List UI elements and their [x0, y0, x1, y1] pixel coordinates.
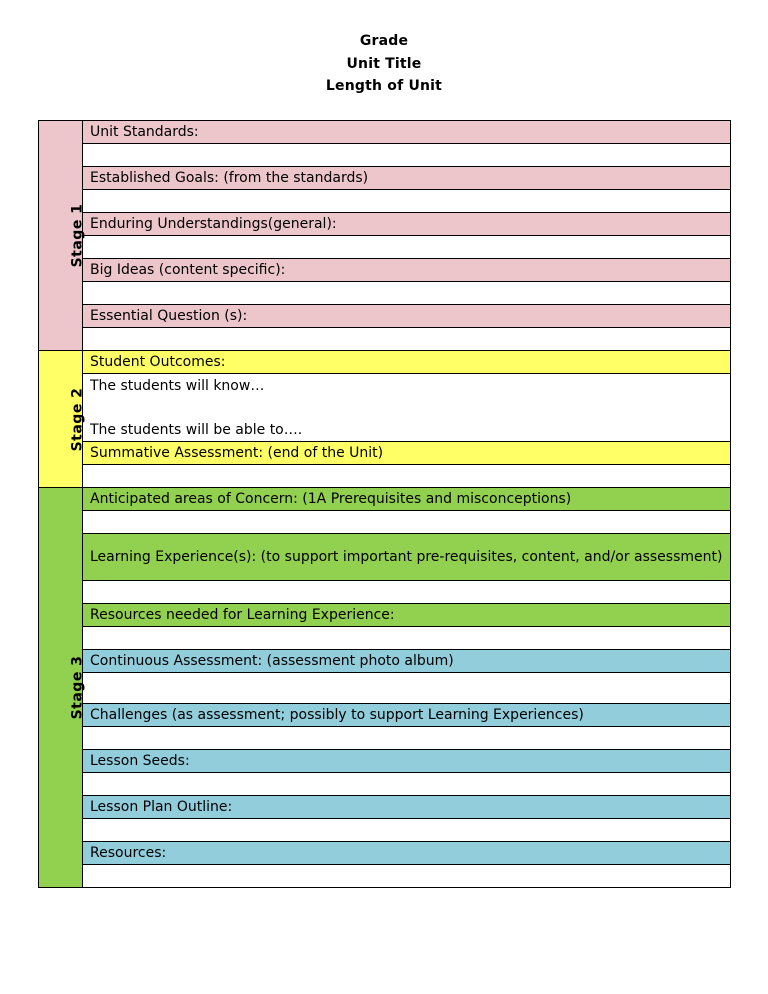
table-row — [39, 865, 731, 888]
table-row — [39, 121, 731, 144]
summative-assessment-entry[interactable] — [83, 465, 731, 488]
table-row — [39, 727, 731, 750]
lesson-plan-outline-entry[interactable] — [83, 819, 731, 842]
student-outcomes-label: Student Outcomes: — [83, 351, 731, 374]
lesson-seeds-entry[interactable] — [83, 773, 731, 796]
table-row — [39, 534, 731, 581]
table-row — [39, 213, 731, 236]
continuous-assessment-entry[interactable] — [83, 673, 731, 704]
table-row — [39, 374, 731, 442]
table-row — [39, 842, 731, 865]
table-row — [39, 465, 731, 488]
learning-experiences-label: Learning Experience(s): (to support important pre-requisites, content, and/or assessment) — [83, 534, 731, 581]
table-row — [39, 604, 731, 627]
established-goals-entry[interactable] — [83, 190, 731, 213]
table-row — [39, 442, 731, 465]
document-header — [0, 30, 768, 98]
students-will-know-text: The students will know… — [90, 377, 265, 394]
table-row — [39, 144, 731, 167]
table-row — [39, 488, 731, 511]
table-row — [39, 750, 731, 773]
anticipated-concerns-label: Anticipated areas of Concern: (1A Prerequisites and misconceptions) — [83, 488, 731, 511]
table-row — [39, 773, 731, 796]
enduring-understandings-entry[interactable] — [83, 236, 731, 259]
table-row — [39, 650, 731, 673]
summative-assessment-label: Summative Assessment: (end of the Unit) — [83, 442, 731, 465]
resources-entry[interactable] — [83, 865, 731, 888]
challenges-entry[interactable] — [83, 727, 731, 750]
table-row — [39, 167, 731, 190]
table-row — [39, 581, 731, 604]
big-ideas-label: Big Ideas (content specific): — [83, 259, 731, 282]
essential-questions-entry[interactable] — [83, 328, 731, 351]
table-row — [39, 819, 731, 842]
stage-1-cell — [39, 121, 86, 351]
table-row — [39, 511, 731, 534]
stage-3-label: Stage 3 — [69, 655, 86, 720]
table-row — [39, 305, 731, 328]
table-row — [39, 328, 731, 351]
grade-heading: Grade — [359, 33, 409, 49]
enduring-understandings-label: Enduring Understandings(general): — [83, 213, 731, 236]
resources-label: Resources: — [83, 842, 731, 865]
table-row — [39, 282, 731, 305]
table-row — [39, 796, 731, 819]
unit-title-heading: Unit Title — [346, 55, 422, 72]
table-row — [39, 704, 731, 727]
unit-plan-table — [38, 120, 731, 888]
resources-learning-label: Resources needed for Learning Experience: — [83, 604, 731, 627]
lesson-plan-outline-label: Lesson Plan Outline: — [83, 796, 731, 819]
table-row — [39, 351, 731, 374]
stage-2-cell — [39, 351, 86, 488]
resources-learning-entry[interactable] — [83, 627, 731, 650]
length-of-unit-heading: Length of Unit — [325, 78, 443, 94]
student-outcomes-entry[interactable] — [83, 374, 731, 442]
table-row — [39, 190, 731, 213]
continuous-assessment-label: Continuous Assessment: (assessment photo album) — [83, 650, 731, 673]
learning-experiences-entry[interactable] — [83, 581, 731, 604]
anticipated-concerns-entry[interactable] — [83, 511, 731, 534]
table-row — [39, 627, 731, 650]
lesson-seeds-label: Lesson Seeds: — [83, 750, 731, 773]
students-will-be-able-text: The students will be able to…. — [90, 421, 303, 438]
essential-questions-label: Essential Question (s): — [83, 305, 731, 328]
challenges-label: Challenges (as assessment; possibly to support Learning Experiences) — [83, 704, 731, 727]
table-row — [39, 673, 731, 704]
table-row — [39, 236, 731, 259]
unit-standards-label: Unit Standards: — [83, 121, 731, 144]
stage-3-cell — [39, 488, 86, 888]
unit-standards-entry[interactable] — [83, 144, 731, 167]
stage-2-label: Stage 2 — [69, 387, 86, 451]
established-goals-label: Established Goals: (from the standards) — [83, 167, 731, 190]
table-row — [39, 259, 731, 282]
stage-1-label: Stage 1 — [69, 203, 86, 268]
big-ideas-entry[interactable] — [83, 282, 731, 305]
